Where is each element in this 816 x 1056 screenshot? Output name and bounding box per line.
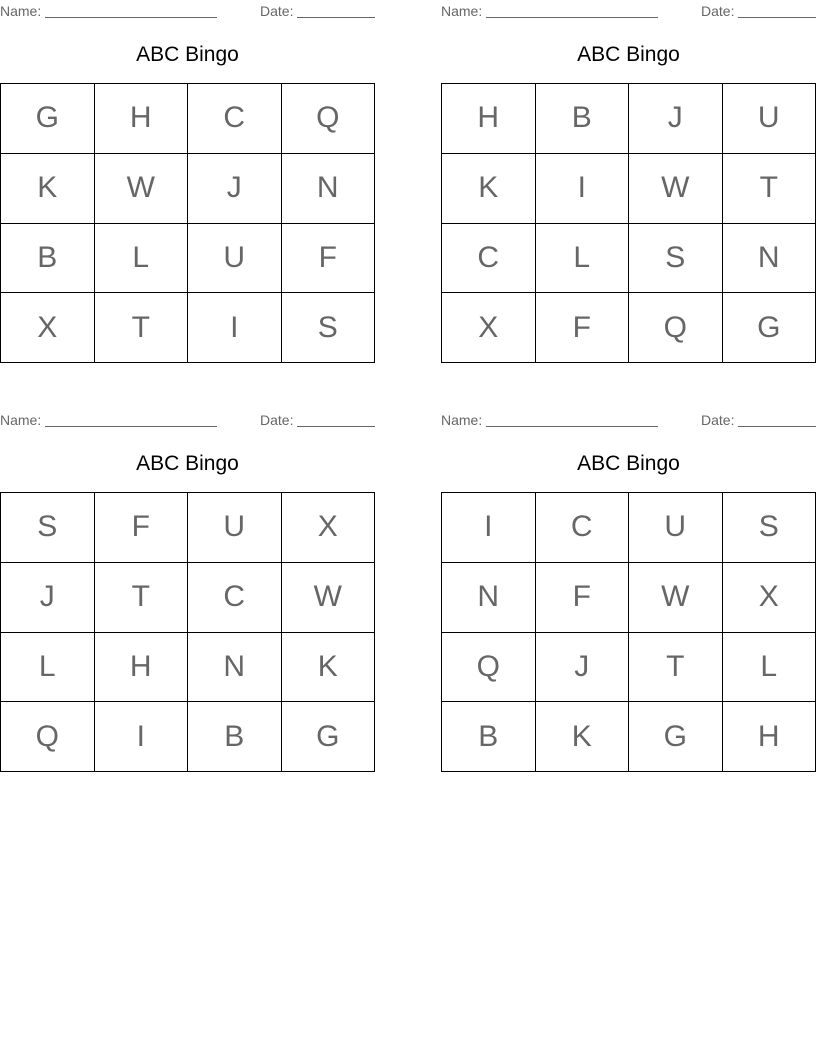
bingo-grid [0, 83, 375, 363]
name-line [486, 17, 658, 18]
bingo-cell: I [95, 702, 189, 772]
bingo-cell: Q [282, 84, 376, 154]
bingo-grid [441, 83, 816, 363]
bingo-cell: X [282, 493, 376, 563]
date-label: Date: [701, 3, 735, 19]
bingo-cell: H [95, 84, 189, 154]
name-line [45, 426, 217, 427]
bingo-cell: J [536, 633, 630, 703]
bingo-cell: L [1, 633, 95, 703]
date-label: Date: [260, 412, 294, 428]
bingo-cell: B [536, 84, 630, 154]
date-line [738, 426, 816, 427]
bingo-cell: S [723, 493, 816, 563]
bingo-cell: S [1, 493, 95, 563]
bingo-cell: J [1, 563, 95, 633]
name-line [45, 17, 217, 18]
name-label: Name: [441, 3, 483, 19]
bingo-card-3 [0, 409, 375, 773]
card-title: ABC Bingo [136, 452, 239, 475]
bingo-cell: Q [1, 702, 95, 772]
bingo-cell: B [442, 702, 536, 772]
bingo-cell: C [536, 493, 630, 563]
bingo-cell: F [536, 563, 630, 633]
bingo-cell: J [629, 84, 723, 154]
bingo-card-4 [441, 409, 816, 773]
name-label: Name: [0, 3, 42, 19]
bingo-cell: N [442, 563, 536, 633]
card-title: ABC Bingo [577, 43, 680, 66]
bingo-cell: G [629, 702, 723, 772]
bingo-cell: H [442, 84, 536, 154]
bingo-cell: C [188, 84, 282, 154]
bingo-cell: C [188, 563, 282, 633]
bingo-cell: G [723, 293, 816, 363]
bingo-cell: X [442, 293, 536, 363]
bingo-grid [0, 492, 375, 772]
bingo-cell: X [723, 563, 816, 633]
bingo-cell: G [282, 702, 376, 772]
bingo-cell: H [723, 702, 816, 772]
bingo-cell: I [188, 293, 282, 363]
bingo-card-1 [0, 0, 375, 364]
bingo-cell: J [188, 154, 282, 224]
date-line [738, 17, 816, 18]
bingo-grid [441, 492, 816, 772]
date-label: Date: [260, 3, 294, 19]
bingo-cell: N [188, 633, 282, 703]
card-title: ABC Bingo [577, 452, 680, 475]
bingo-cell: H [95, 633, 189, 703]
bingo-cell: F [95, 493, 189, 563]
bingo-cell: B [188, 702, 282, 772]
bingo-cell: F [282, 224, 376, 294]
bingo-cell: C [442, 224, 536, 294]
bingo-cell: B [1, 224, 95, 294]
bingo-cell: I [442, 493, 536, 563]
bingo-cell: U [188, 224, 282, 294]
bingo-cell: T [95, 293, 189, 363]
date-line [297, 426, 375, 427]
bingo-cell: S [282, 293, 376, 363]
bingo-cell: L [723, 633, 816, 703]
bingo-cell: U [188, 493, 282, 563]
date-label: Date: [701, 412, 735, 428]
bingo-cell: K [442, 154, 536, 224]
bingo-cell: U [723, 84, 816, 154]
bingo-cell: K [536, 702, 630, 772]
bingo-cell: Q [442, 633, 536, 703]
bingo-cell: L [536, 224, 630, 294]
bingo-cell: N [282, 154, 376, 224]
bingo-cell: T [723, 154, 816, 224]
name-line [486, 426, 658, 427]
bingo-cell: T [629, 633, 723, 703]
bingo-card-2 [441, 0, 816, 364]
bingo-cell: U [629, 493, 723, 563]
bingo-cell: N [723, 224, 816, 294]
bingo-cell: W [282, 563, 376, 633]
card-title: ABC Bingo [136, 43, 239, 66]
name-label: Name: [0, 412, 42, 428]
bingo-cell: W [629, 563, 723, 633]
bingo-cell: W [95, 154, 189, 224]
bingo-cell: W [629, 154, 723, 224]
date-line [297, 17, 375, 18]
bingo-cell: K [1, 154, 95, 224]
bingo-cell: G [1, 84, 95, 154]
bingo-cell: T [95, 563, 189, 633]
name-label: Name: [441, 412, 483, 428]
bingo-cell: Q [629, 293, 723, 363]
bingo-cell: L [95, 224, 189, 294]
bingo-cell: X [1, 293, 95, 363]
bingo-cell: I [536, 154, 630, 224]
bingo-cell: K [282, 633, 376, 703]
bingo-cell: S [629, 224, 723, 294]
bingo-cell: F [536, 293, 630, 363]
